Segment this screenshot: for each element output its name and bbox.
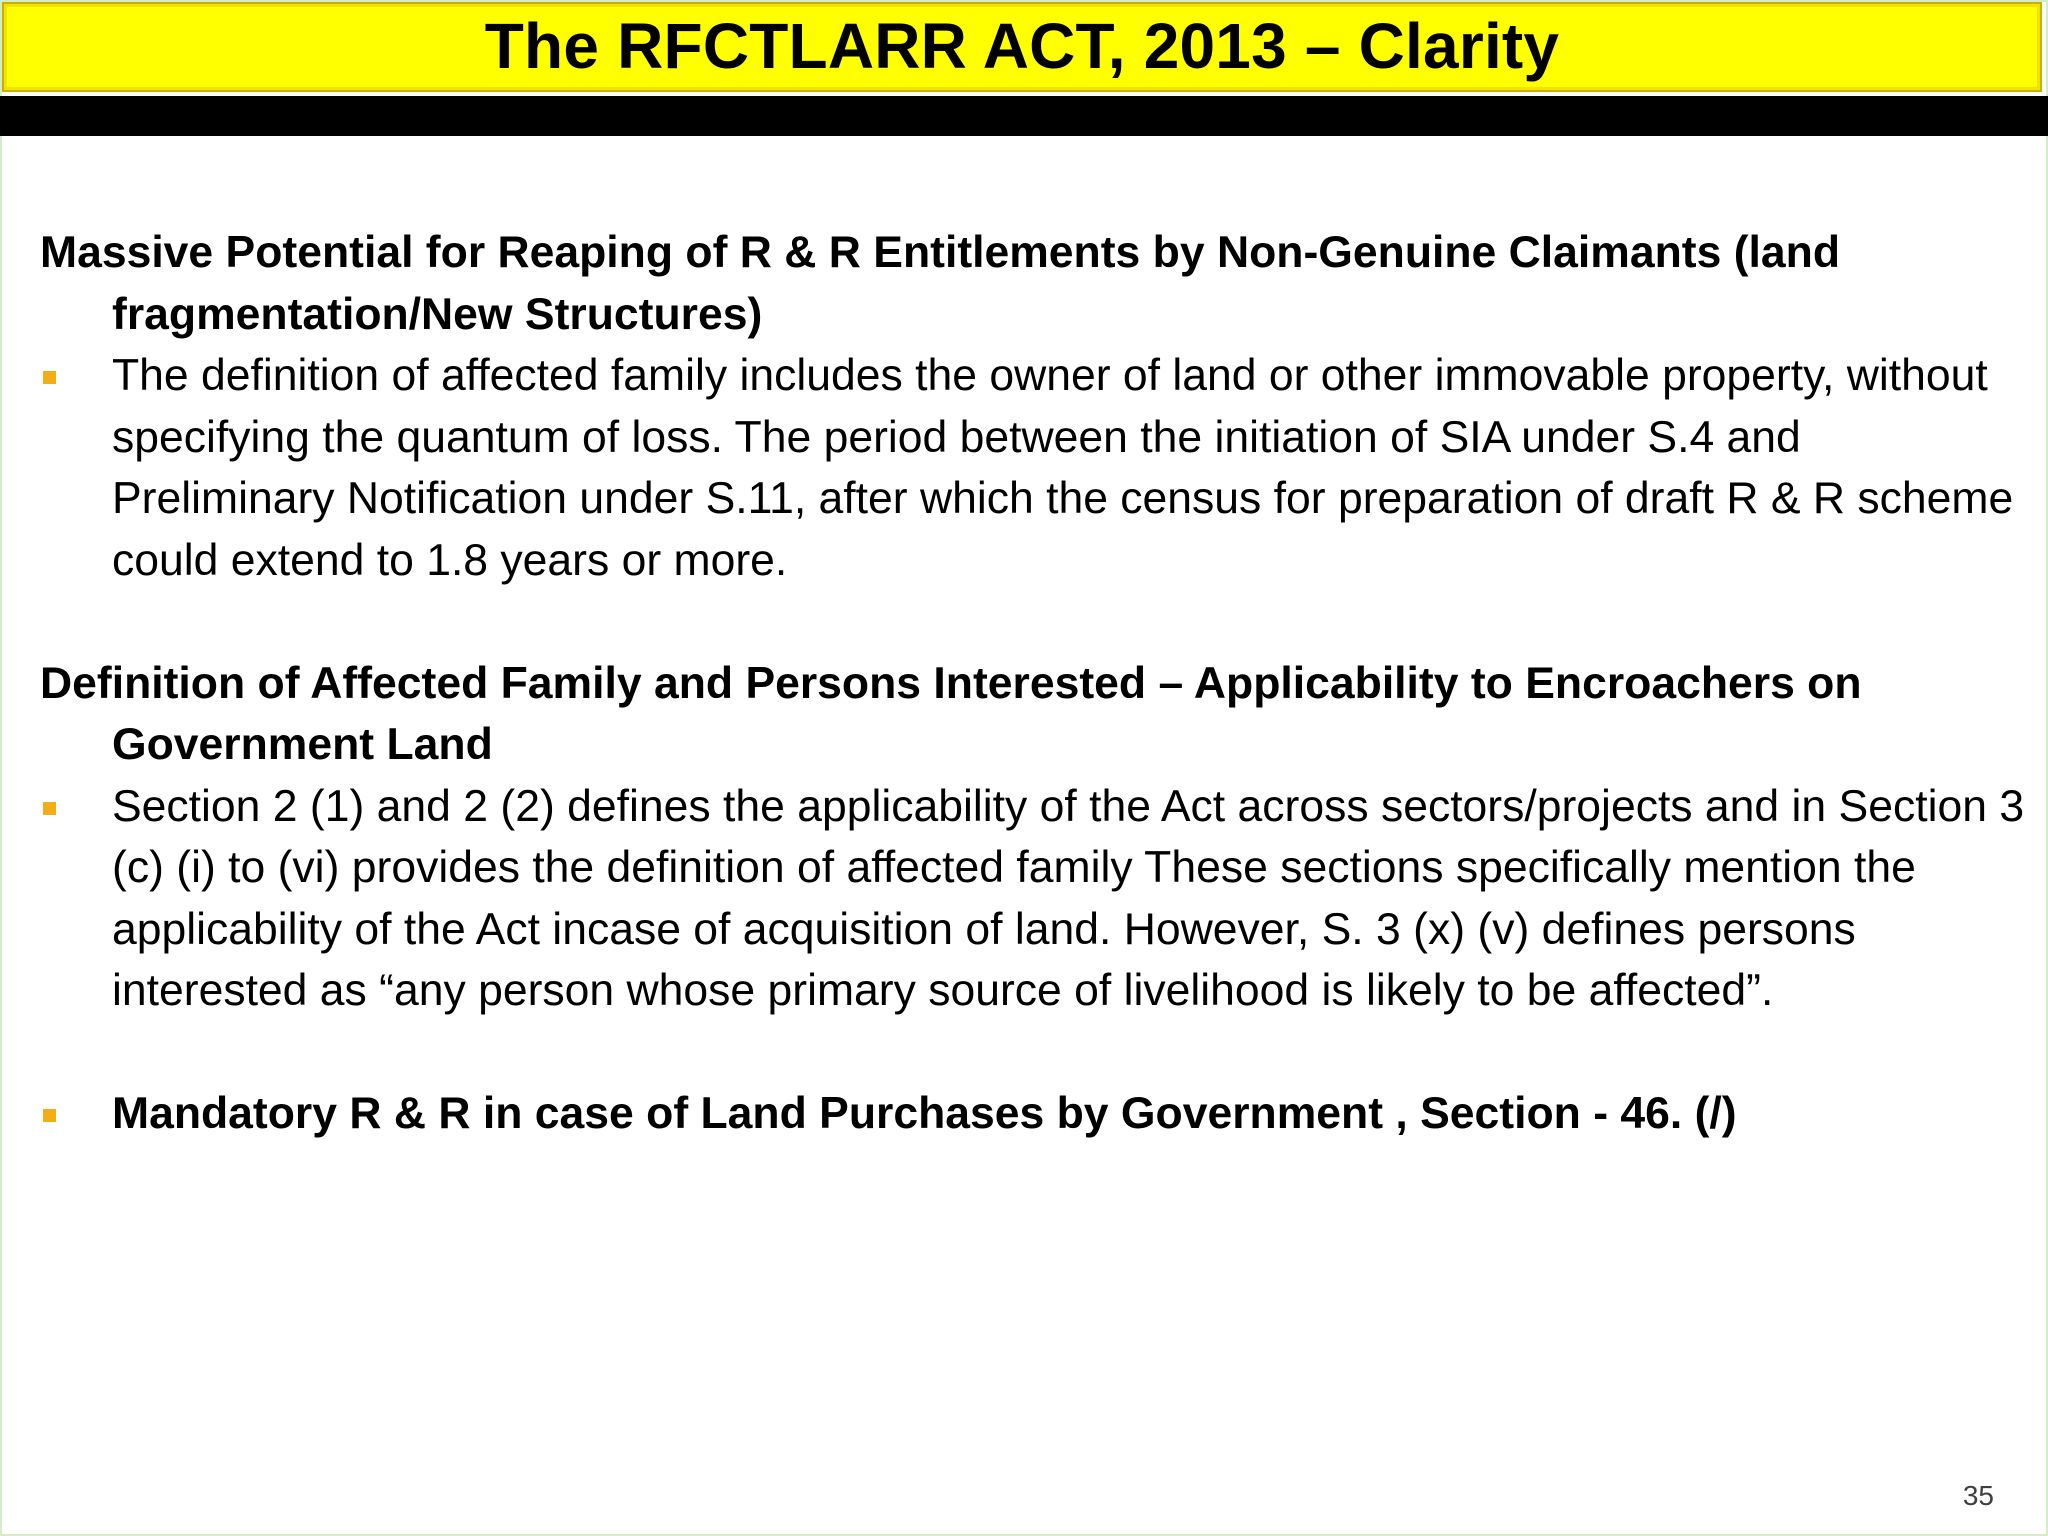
spacer	[40, 1022, 2030, 1084]
bullet-text: The definition of affected family includes the owner of land or other immovable property, without specifying the quantum of loss. The period between the initiation of SIA under S.4 and Preliminary Notification under S.11, after which the census for preparation of draft R & R scheme could extend to 1.8 years or more.	[112, 351, 2014, 585]
bullet-affected-family-definition	[40, 345, 2030, 591]
slide-title: The RFCTLARR ACT, 2013 – Clarity	[484, 10, 1560, 82]
title-bar	[2, 2, 2042, 92]
square-bullet-icon	[43, 1109, 56, 1122]
bullet-text: Mandatory R & R in case of Land Purchases by Government , Section - 46. (/)	[112, 1089, 1737, 1138]
bullet-mandatory-r-and-r	[40, 1083, 2030, 1145]
square-bullet-icon	[43, 802, 56, 815]
spacer	[40, 591, 2030, 653]
bullet-text: Section 2 (1) and 2 (2) defines the applicability of the Act across sectors/projects and in Section 3 (c) (i) to (vi) provides the definition of affected family These sections specifically mention the applicability of the Act incase of acquisition of land. However, S. 3 (x) (v) defines persons interested as “any person whose primary source of livelihood is likely to be affected”.	[112, 781, 2025, 1015]
square-bullet-icon	[43, 371, 56, 384]
header-band	[0, 96, 2048, 136]
page-number: 35	[1962, 1480, 1994, 1511]
bullet-section-applicability	[40, 776, 2030, 1022]
section-heading-r-and-r: Massive Potential for Reaping of R & R Entitlements by Non-Genuine Claimants (land fragmentation/New Structures)	[40, 228, 1841, 339]
slide-content	[40, 222, 2030, 1145]
section-heading-affected-family: Definition of Affected Family and Persons Interested – Applicability to Encroachers on Government Land	[40, 658, 1862, 769]
